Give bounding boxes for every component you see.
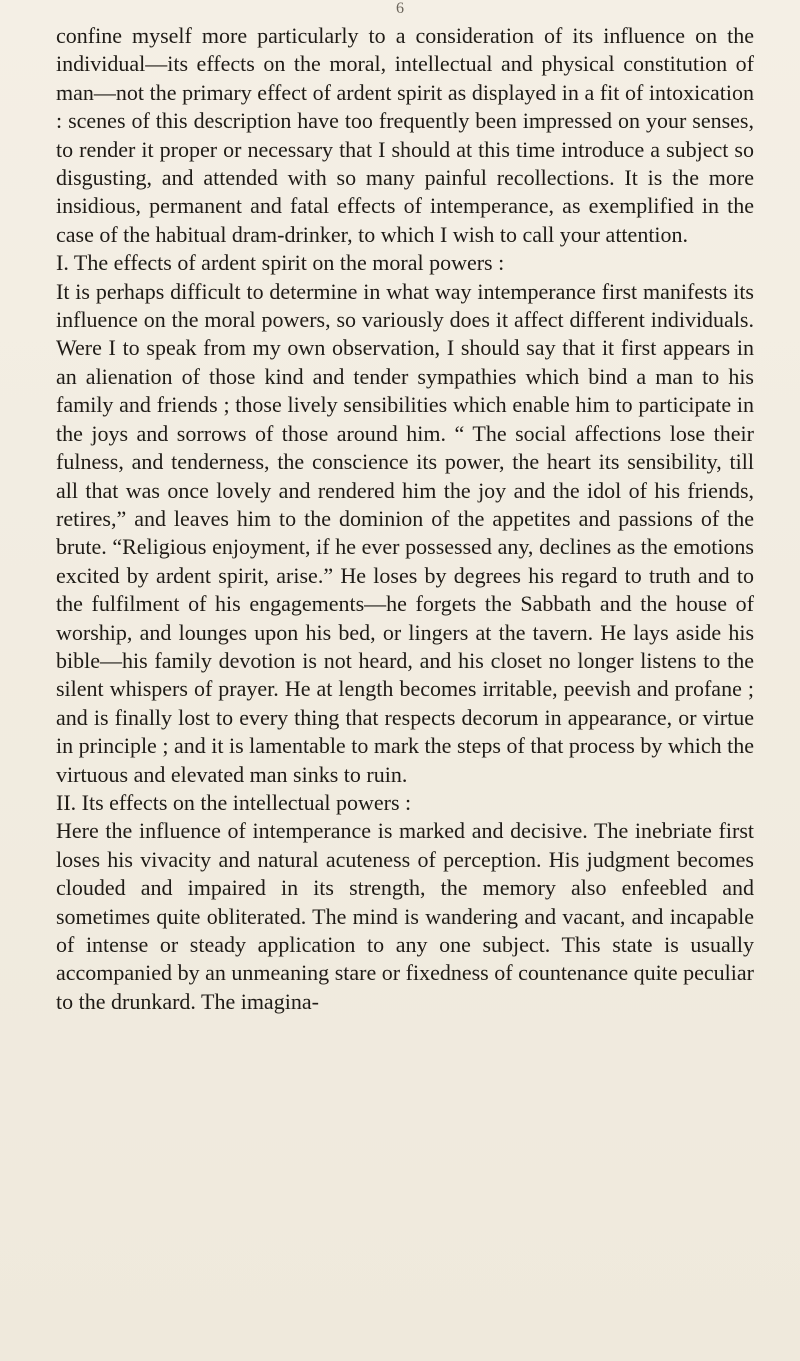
section-heading-intellectual: II. Its effects on the intellectual powers : [56,789,412,815]
paragraph-intellectual-effects: Here the influence of intemperance is marked and decisive. The inebriate first loses his vivacity and natural acuteness of perception. His judgment becomes clouded and impaired in its strength, the memory also enfeebled and sometimes quite obliterated. The mind is wandering and vacant, and incapable of intense or steady application to any one subject. This state is usually accompanied by an unmeaning stare or fixedness of countenance quite peculiar to the drunkard. The imagina- [56,818,754,1014]
body-text [56,22,754,1016]
paragraph-moral-effects: It is perhaps difficult to determine in what way intemperance first manifests its influence on the moral powers, so variously does it affect different individuals. Were I to speak from my own observation, I should say that it first appears in an alienation of those kind and tender sympathies which bind a man to his family and friends ; those lively sensibilities which enable him to participate in the joys and sorrows of those around him. “ The social affections lose their fulness, and tenderness, the conscience its power, the heart its sensibility, till all that was once lovely and rendered him the joy and the idol of his friends, retires,” and leaves him to the dominion of the appetites and passions of the brute. “Religious enjoyment, if he ever possessed any, declines as the emotions excited by ardent spirit, arise.” He loses by degrees his regard to truth and to the fulfilment of his engagements—he forgets the Sabbath and the house of worship, and lounges upon his bed, or lingers at the tavern. He lays aside his bible—his family devotion is not heard, and his closet no longer listens to the silent whispers of prayer. He at length becomes irritable, peevish and profane ; and is finally lost to every thing that respects decorum in appearance, or virtue in principle ; and it is lamentable to mark the steps of that process by which the virtuous and elevated man sinks to ruin. [56,278,754,787]
section-heading-moral: I. The effects of ardent spirit on the moral powers : [56,250,505,276]
paragraph-continuation: confine myself more particularly to a consideration of its influence on the individual—its effects on the moral, intellectual and physical constitution of man—not the primary effect of ardent spirit as displayed in a fit of intoxication : scenes of this description have too frequently been impressed on your senses, to render it proper or necessary that I should at this time introduce a subject so disgusting, and attended with so many painful recollections. It is the more insidious, permanent and fatal effects of intemperance, as exemplified in the case of the habitual dram-drinker, to which I wish to call your attention. [56,23,754,247]
page-number: 6 [396,0,404,17]
